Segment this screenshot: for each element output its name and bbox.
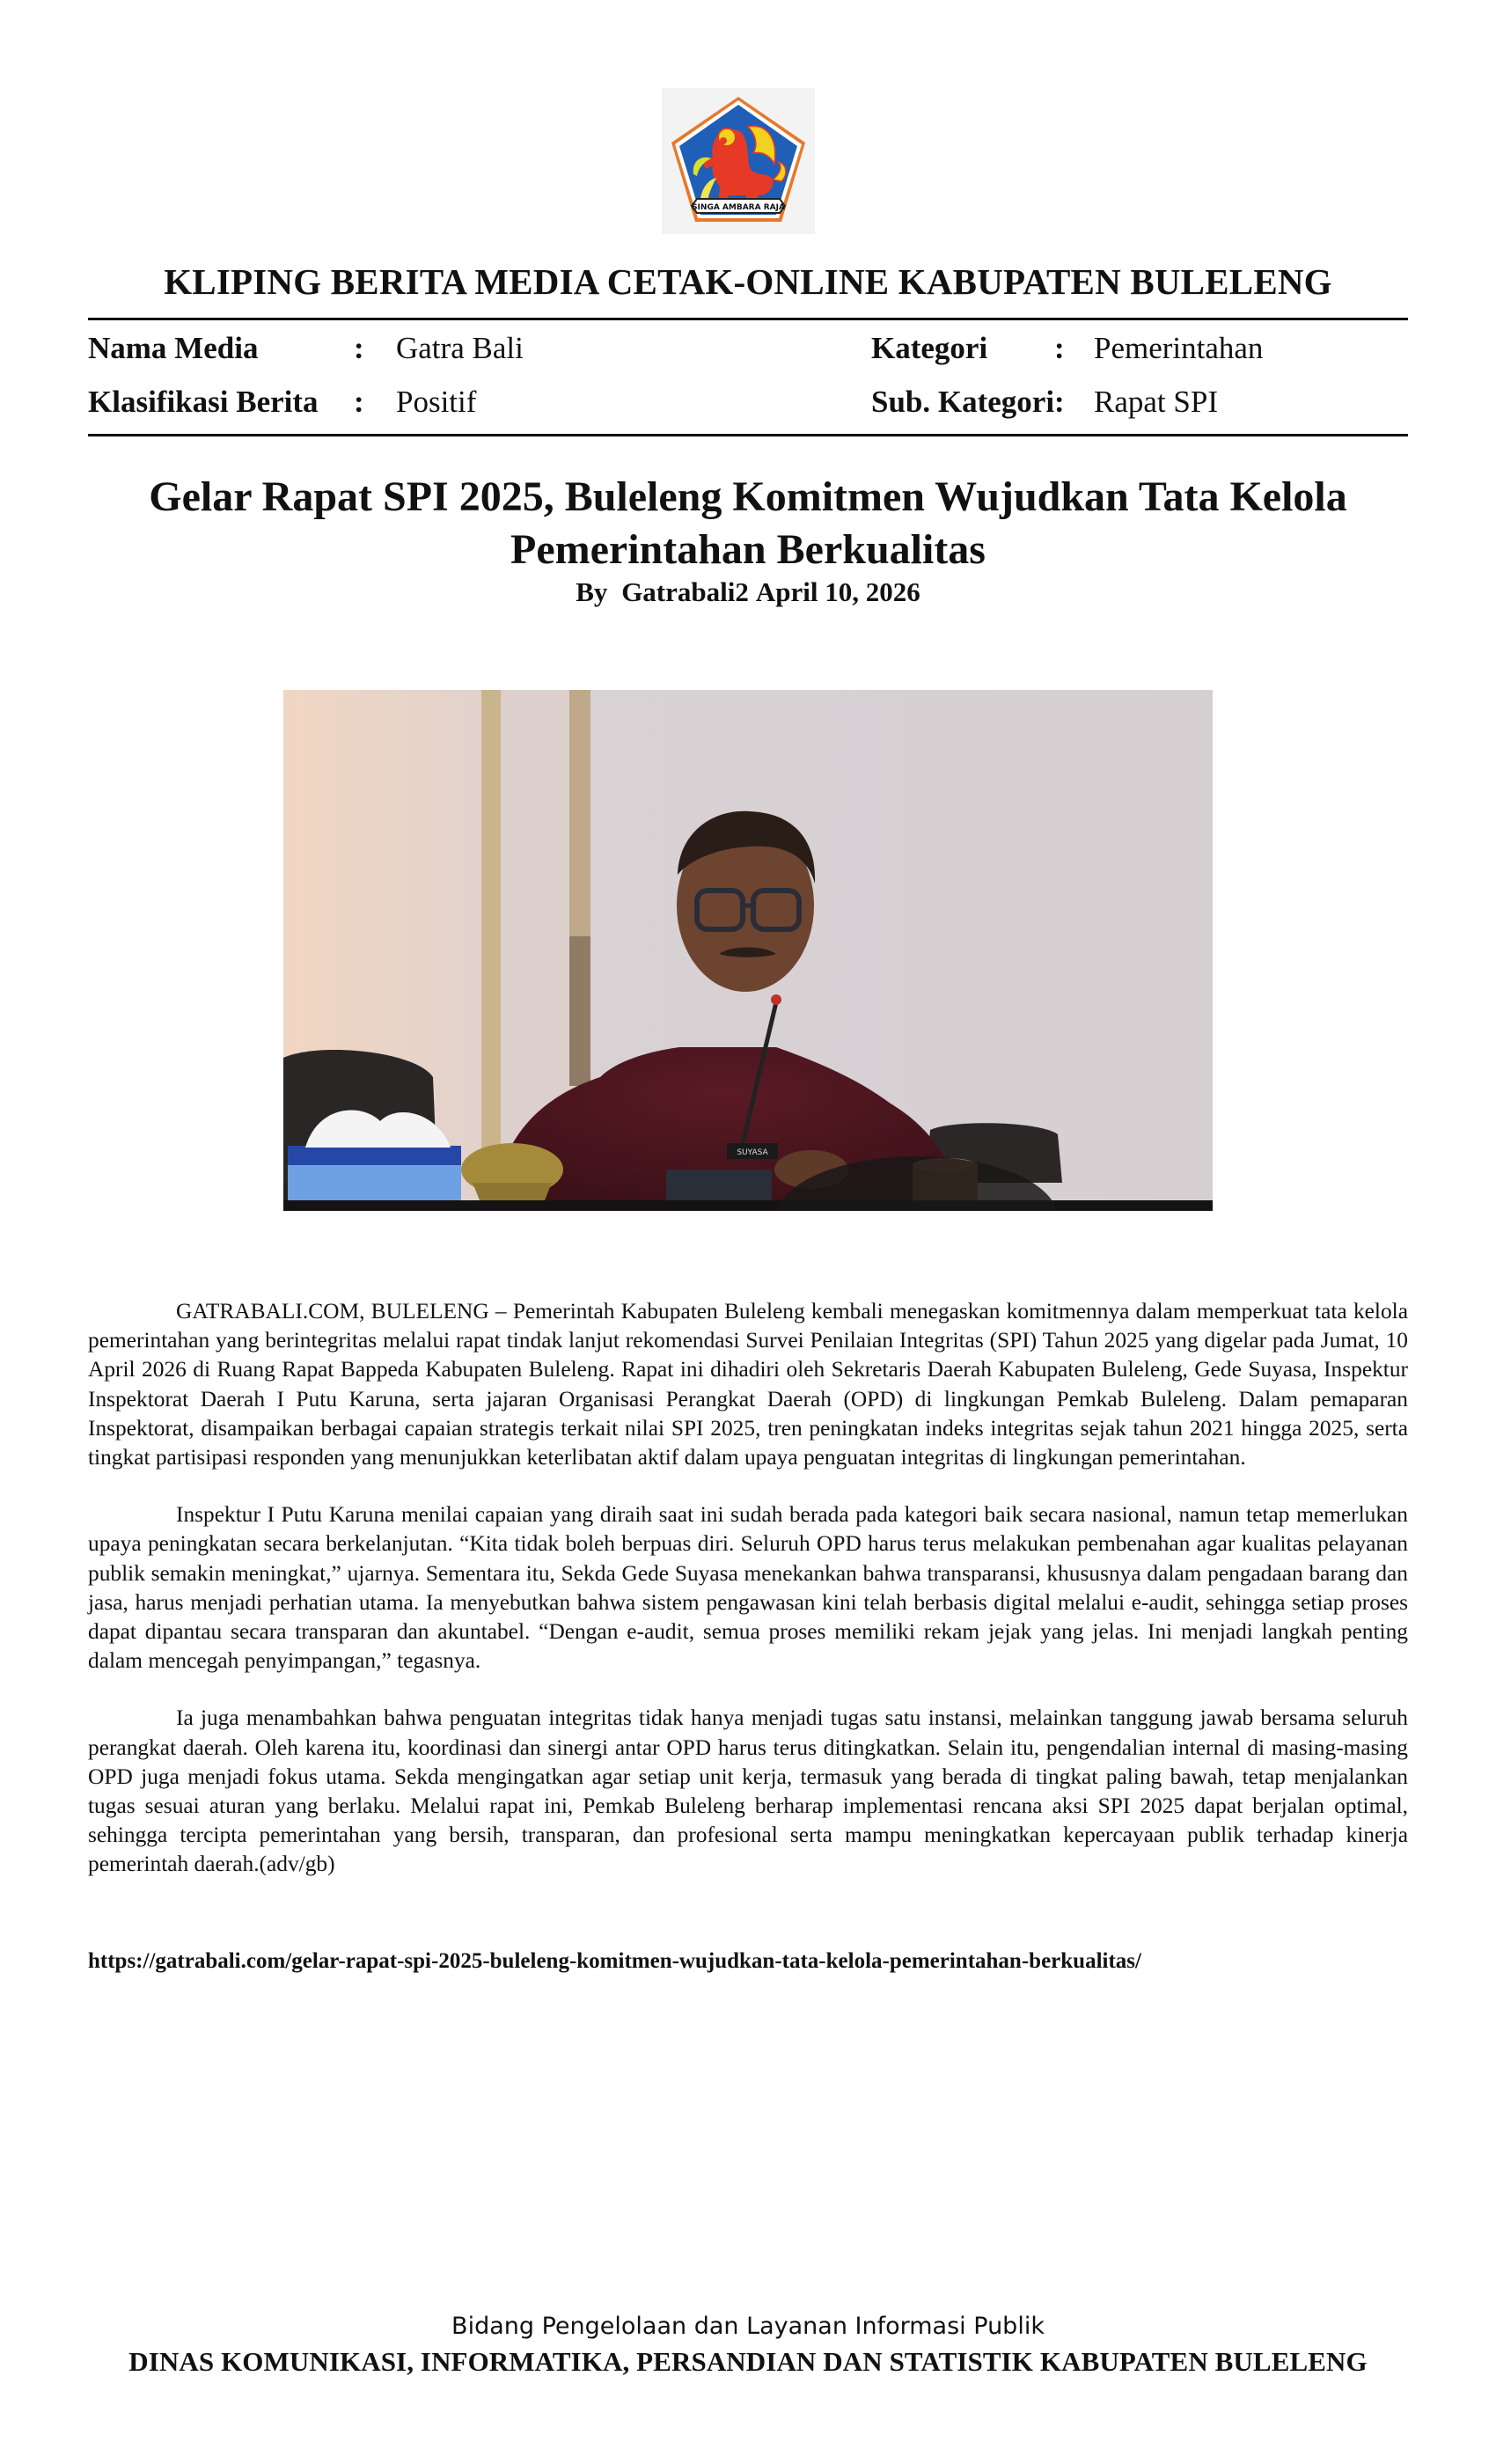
kategori-value: Pemerintahan xyxy=(1094,331,1264,365)
meta-row-2 xyxy=(0,380,1496,424)
buleleng-regency-logo xyxy=(662,88,815,234)
article-headline: Gelar Rapat SPI 2025, Buleleng Komitmen Wujudkan Tata Kelola Pemerintahan Berkualitas xyxy=(149,473,1347,573)
sub-kategori-colon: : xyxy=(1054,385,1065,419)
article-body xyxy=(88,1297,1408,1908)
singa-ambara-raja-emblem-icon xyxy=(662,88,815,234)
sub-kategori-value: Rapat SPI xyxy=(1094,385,1218,419)
footer-division: Bidang Pengelolaan dan Layanan Informasi Publik xyxy=(451,2313,1045,2340)
nameplate-text: SUYASA xyxy=(737,1148,768,1157)
nama-media-label: Nama Media xyxy=(88,331,259,365)
nama-media-colon: : xyxy=(354,331,364,365)
sub-kategori-label: Sub. Kategori xyxy=(871,385,1055,419)
klasifikasi-value: Positif xyxy=(396,385,477,419)
byline-author: Gatrabali2 xyxy=(621,576,749,607)
klasifikasi-colon: : xyxy=(354,385,364,419)
footer-agency: DINAS KOMUNIKASI, INFORMATIKA, PERSANDIAN DAN STATISTIK KABUPATEN BULELENG xyxy=(128,2346,1368,2377)
logo-motto: SINGA AMBARA RAJA xyxy=(692,203,785,212)
article-paragraph-2: Inspektur I Putu Karuna menilai capaian yang diraih saat ini sudah berada pada kategori baik secara nasional, namun tetap memerlukan upaya peningkatan secara berkelanjutan. “Kita tidak boleh berpuas diri. Seluruh OPD harus terus melakukan pembenahan agar kualitas pelayanan publik semakin meningkat,” ujarnya. Sementara itu, Sekda Gede Suyasa menekankan bahwa transparansi, khususnya dalam pengadaan barang dan jasa, harus menjadi perhatian utama. Ia menyebutkan bahwa sistem pengawasan kini telah berbasis digital melalui e-audit, sehingga setiap proses dapat dipantau secara transparan dan akuntabel. “Dengan e-audit, semua proses memiliki rekam jejak yang jelas. Ini menjadi langkah penting dalam mencegah penyimpangan,” tegasnya. xyxy=(88,1502,1408,1674)
source-url-link[interactable]: https://gatrabali.com/gelar-rapat-spi-2025-buleleng-komitmen-wujudkan-tata-kelola-pemerintahan-berkualitas/ xyxy=(88,1949,1141,1973)
kategori-label: Kategori xyxy=(871,331,988,365)
byline-by: By xyxy=(576,576,608,607)
meeting-photo-image xyxy=(283,690,1213,1211)
header-divider-bottom xyxy=(88,434,1408,436)
document-title: KLIPING BERITA MEDIA CETAK-ONLINE KABUPATEN BULELENG xyxy=(164,261,1332,302)
klasifikasi-label: Klasifikasi Berita xyxy=(88,385,319,419)
nama-media-value: Gatra Bali xyxy=(396,331,524,365)
article-paragraph-3: Ia juga menambahkan bahwa penguatan integritas tidak hanya menjadi tugas satu instansi, melainkan tanggung jawab bersama seluruh perangkat daerah. Oleh karena itu, koordinasi dan sinergi antar OPD harus terus ditingkatkan. Selain itu, pengendalian internal di masing-masing OPD juga menjadi fokus utama. Sekda mengingatkan agar setiap unit kerja, termasuk yang berada di tingkat paling bawah, tetap menjalankan tugas sesuai aturan yang berlaku. Melalui rapat ini, Pemkab Buleleng berharap implementasi rencana aksi SPI 2025 dapat berjalan optimal, sehingga tercipta pemerintahan yang bersih, transparan, dan profesional serta mampu meningkatkan kepercayaan publik terhadap kinerja pemerintah daerah.(adv/gb) xyxy=(88,1705,1408,1877)
kategori-colon: : xyxy=(1054,331,1065,365)
meta-row-1 xyxy=(0,326,1496,370)
article-photo xyxy=(283,690,1213,1211)
header-divider-top xyxy=(88,318,1408,320)
article-byline xyxy=(88,576,1408,608)
article-paragraph-1: GATRABALI.COM, BULELENG – Pemerintah Kabupaten Buleleng kembali menegaskan komitmennya dalam memperkuat tata kelola pemerintahan yang berintegritas melalui rapat tindak lanjut rekomendasi Survei Penilaian Integritas (SPI) Tahun 2025 yang digelar pada Jumat, 10 April 2026 di Ruang Rapat Bappeda Kabupaten Buleleng. Rapat ini dihadiri oleh Sekretaris Daerah Kabupaten Buleleng, Gede Suyasa, Inspektur Inspektorat Daerah I Putu Karuna, serta jajaran Organisasi Perangkat Daerah (OPD) di lingkungan Pemkab Buleleng. Dalam pemaparan Inspektorat, disampaikan berbagai capaian strategis terkait nilai SPI 2025, tren peningkatan indeks integritas sejak tahun 2021 hingga 2025, serta tingkat partisipasi responden yang menunjukkan keterlibatan aktif dalam upaya penguatan integritas di lingkungan pemerintahan. xyxy=(88,1299,1408,1470)
byline-date: April 10, 2026 xyxy=(755,576,920,607)
